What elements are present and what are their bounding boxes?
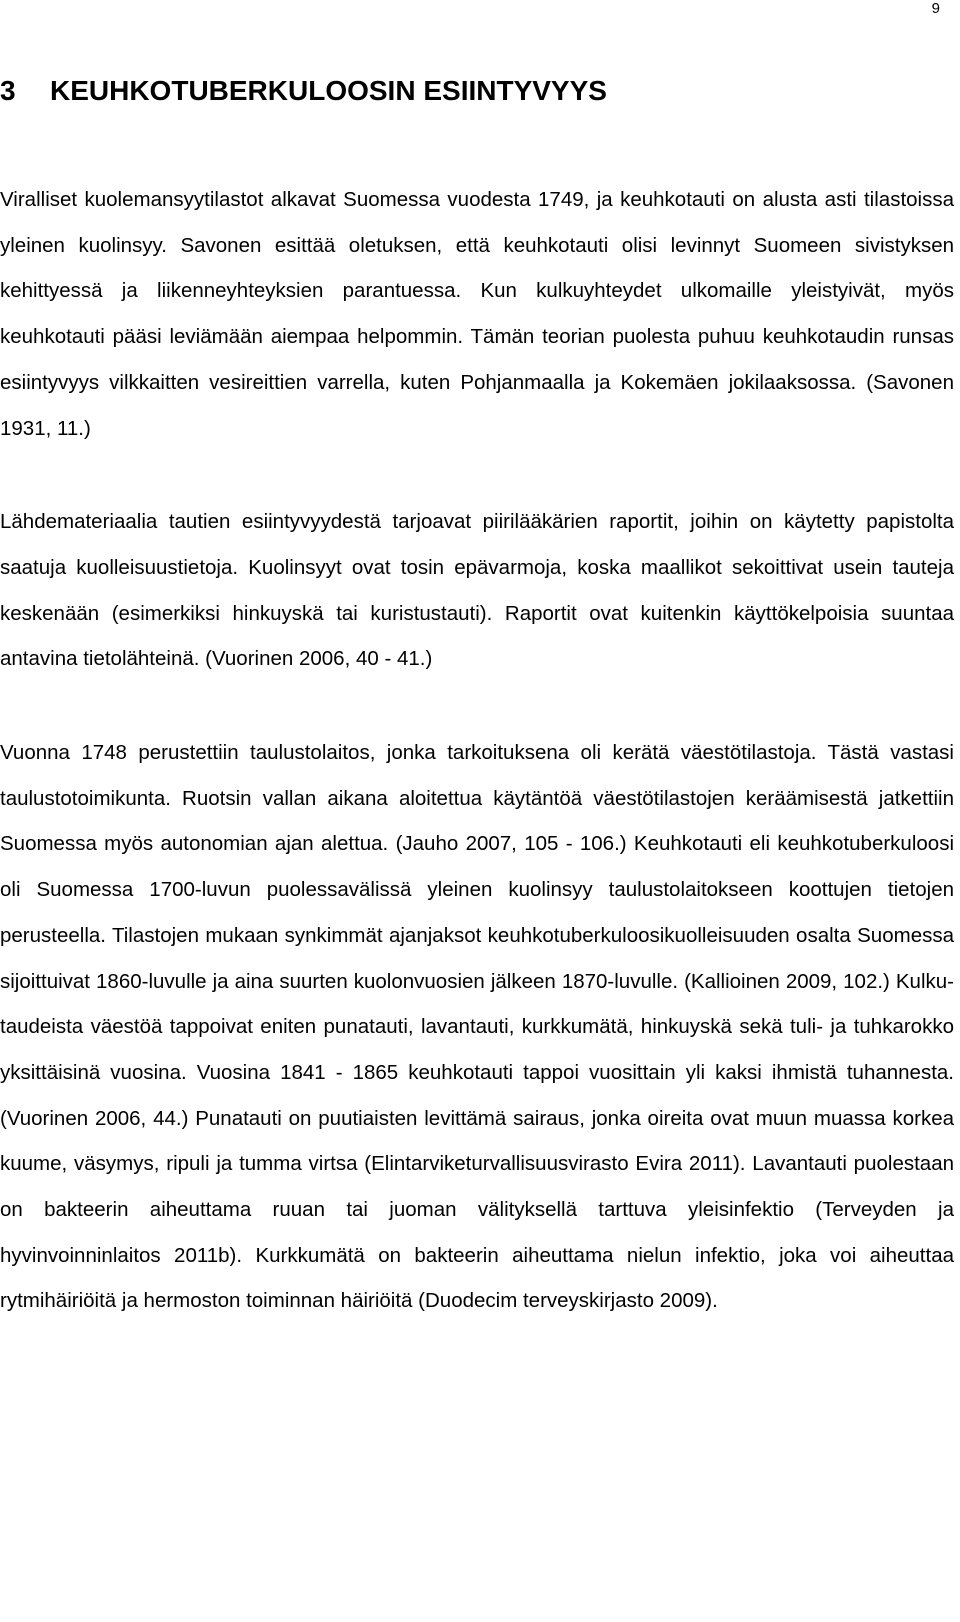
chapter-title: KEUHKOTUBERKULOOSIN ESIINTYVYYS (50, 75, 607, 106)
paragraph-1: Viralliset kuolemansyytilastot alkavat Suomessa vuodesta 1749, ja keuhkotauti on alusta asti tilastoissa yleinen kuolinsyy. Savonen esittää oletuksen, että keuhkotauti olisi levinnyt Suomeen sivistyksen kehittyessä ja liikenneyhteyksien parantuessa. Kun kulkuyhteydet ulkomaille yleistyivät, myös keuhkotauti pääsi leviämään aiempaa helpommin. Tämän teorian puolesta puhuu keuhkotaudin runsas esiintyvyys vilkkaitten vesireittien varrella, kuten Pohjanmaalla ja Kokemäen jokilaaksossa. (Savonen 1931, 11.) (0, 188, 954, 440)
chapter-number: 3 (0, 75, 16, 106)
page-number: 9 (931, 0, 940, 17)
paragraph-3: Vuonna 1748 perustettiin taulustolaitos, jonka tarkoituksena oli kerätä väestötilastoja. Tästä vastasi taulustotoimikunta. Ruotsin vallan aikana aloitettua käytäntöä väestötilastojen keräämisestä jatkettiin Suomessa myös autonomian ajan alettua. (Jauho 2007, 105 - 106.) Keuhkotauti eli keuhkotuberkuloosi oli Suomessa 1700-luvun puolessavälissä yleinen kuolinsyy taulustolaitokseen koottujen tietojen perusteella. Tilastojen mukaan synkimmät ajanjaksot keuhkotuberkuloosikuolleisuuden osalta Suomessa sijoittuivat 1860-luvulle ja aina suurten kuolonvuosien jälkeen 1870-luvulle. (Kallioinen 2009, 102.) Kulkutaudeista väestöä tappoivat eniten punatauti, lavantauti, kurkkumätä, hinkuyskä sekä tuli- ja tuhkarokko yksittäisinä vuosina. Vuosina 1841 - 1865 keuhkotauti tappoi vuosittain yli kaksi ihmistä tuhannesta. (Vuorinen 2006, 44.) Punatauti on puutiaisten levittämä sairaus, jonka oireita ovat muun muassa korkea kuume, väsymys, ripuli ja tumma virtsa (Elintarviketurvallisuusvirasto Evira 2011). Lavantauti puolestaan on bakteerin aiheuttama ruuan tai juoman välityksellä tarttuva yleisinfektio (Terveyden ja hyvinvoinninlaitos 2011b). Kurkkumätä on bakteerin aiheuttama nielun infektio, joka voi aiheuttaa rytmihäiriöitä ja hermoston toiminnan häiriöitä (Duodecim terveyskirjasto 2009). (0, 741, 954, 1313)
chapter-heading (0, 70, 607, 112)
paragraph-2: Lähdemateriaalia tautien esiintyvyydestä tarjoavat piirilääkärien raportit, joihin on käytetty papistolta saatuja kuolleisuustietoja. Kuolinsyyt ovat tosin epävarmoja, koska maallikot sekoittivat usein tauteja keskenään (esimerkiksi hinkuyskä tai kuristustauti). Raportit ovat kuitenkin käyttökelpoisia suuntaa antavina tietolähteinä. (Vuorinen 2006, 40 - 41.) (0, 510, 954, 671)
body-text (0, 177, 960, 1324)
